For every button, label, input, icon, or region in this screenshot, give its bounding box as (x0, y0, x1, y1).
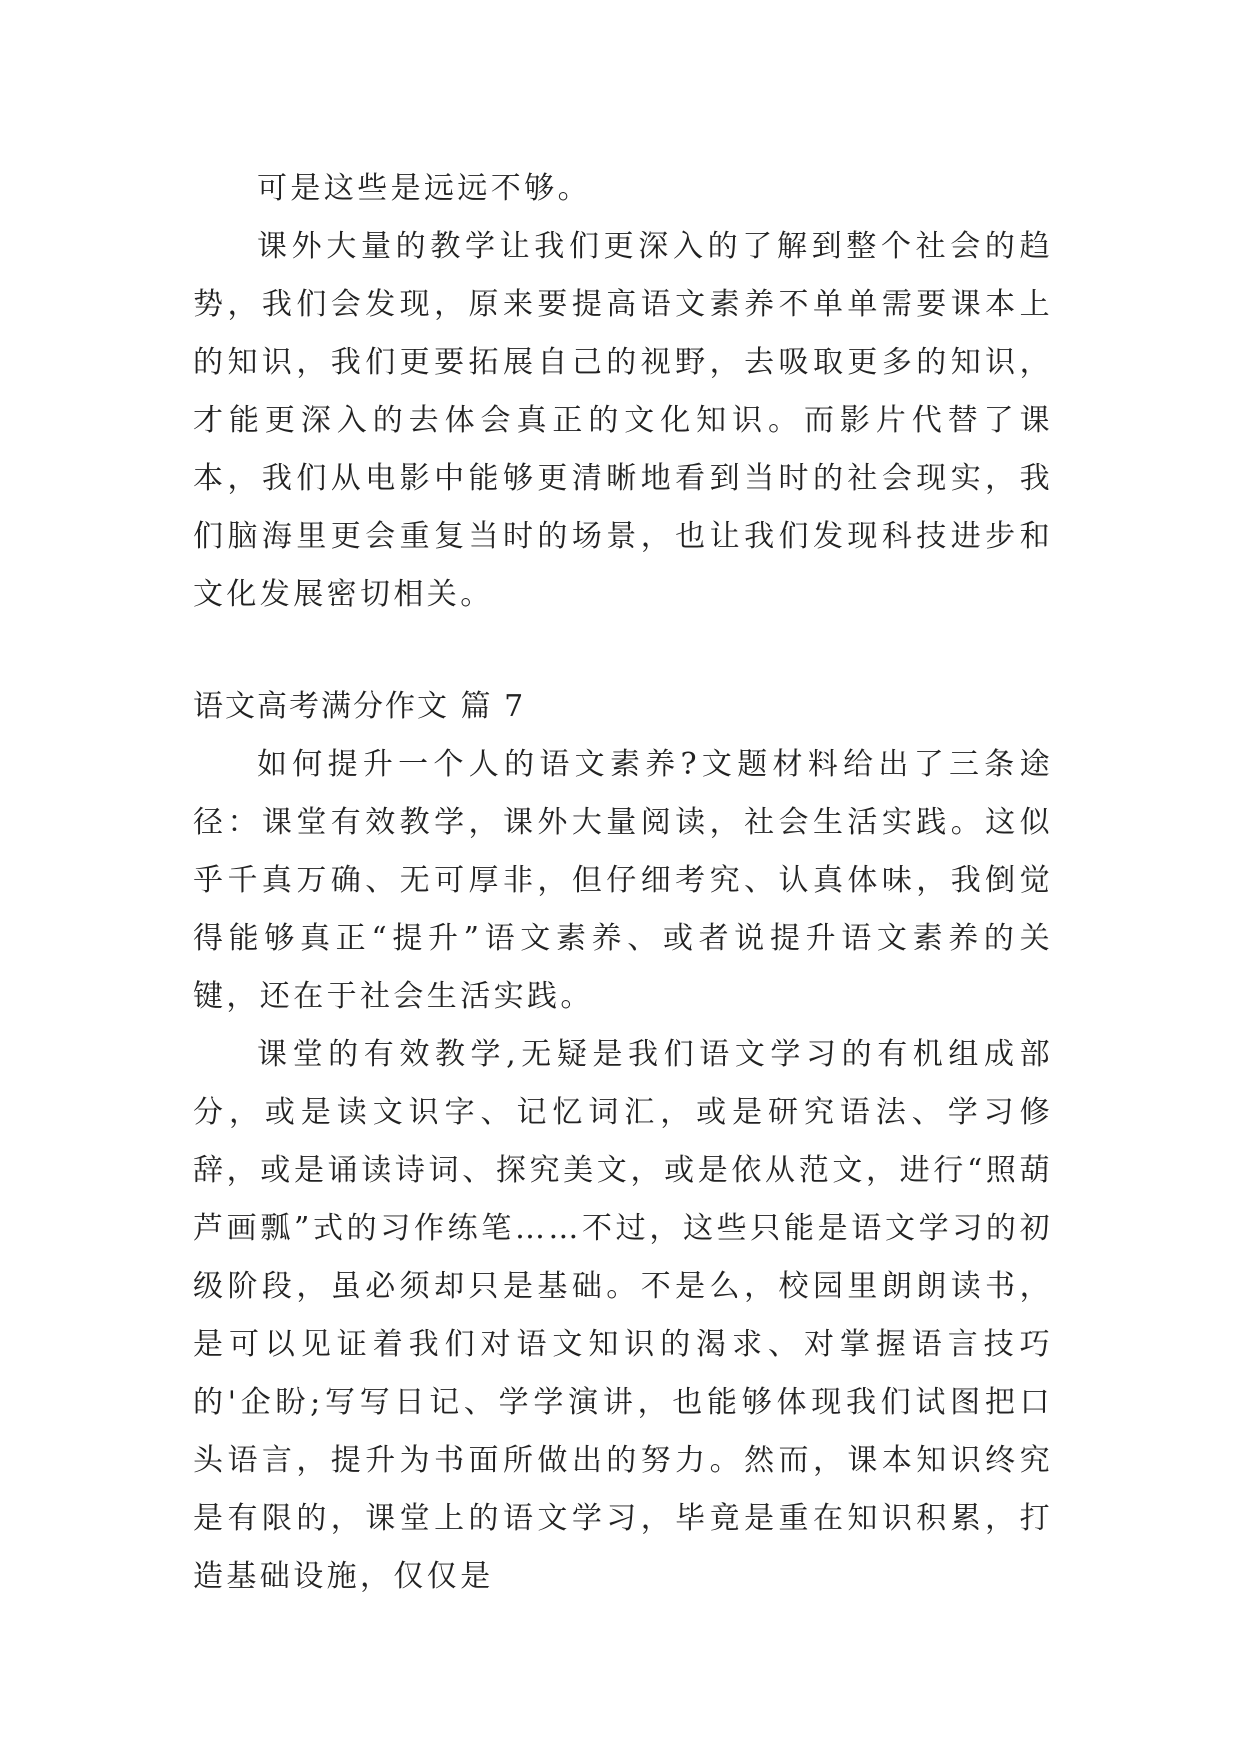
document-body (193, 160, 1053, 1606)
section-title: 语文高考满分作文 篇 7 (193, 689, 526, 724)
paragraph-intro-line: 可是这些是远远不够。 (257, 171, 591, 206)
paragraph-question: 如何提升一个人的语文素养?文题材料给出了三条途径：课堂有效教学，课外大量阅读，社会生活实践。这似乎千真万确、无可厚非，但仔细考究、认真体味，我倒觉得能够真正“提升”语文素养、或者说提升语文素养的关键，还在于社会生活实践。 (193, 747, 1053, 1014)
paragraph-classroom-teaching: 课堂的有效教学,无疑是我们语文学习的有机组成部分，或是读文识字、记忆词汇，或是研究语法、学习修辞，或是诵读诗词、探究美文，或是依从范文，进行“照葫芦画瓢”式的习作练笔……不过，这些只能是语文学习的初级阶段，虽必须却只是基础。不是么，校园里朗朗读书，是可以见证着我们对语文知识的渴求、对掌握语言技巧的'企盼;写写日记、学学演讲，也能够体现我们试图把口头语言，提升为书面所做出的努力。然而，课本知识终究是有限的，课堂上的语文学习，毕竟是重在知识积累，打造基础设施，仅仅是 (193, 1037, 1053, 1594)
paragraph-film-teaching: 课外大量的教学让我们更深入的了解到整个社会的趋势，我们会发现，原来要提高语文素养不单单需要课本上的知识，我们更要拓展自己的视野，去吸取更多的知识，才能更深入的去体会真正的文化知识。而影片代替了课本，我们从电影中能够更清晰地看到当时的社会现实，我们脑海里更会重复当时的场景，也让我们发现科技进步和文化发展密切相关。 (193, 229, 1053, 612)
